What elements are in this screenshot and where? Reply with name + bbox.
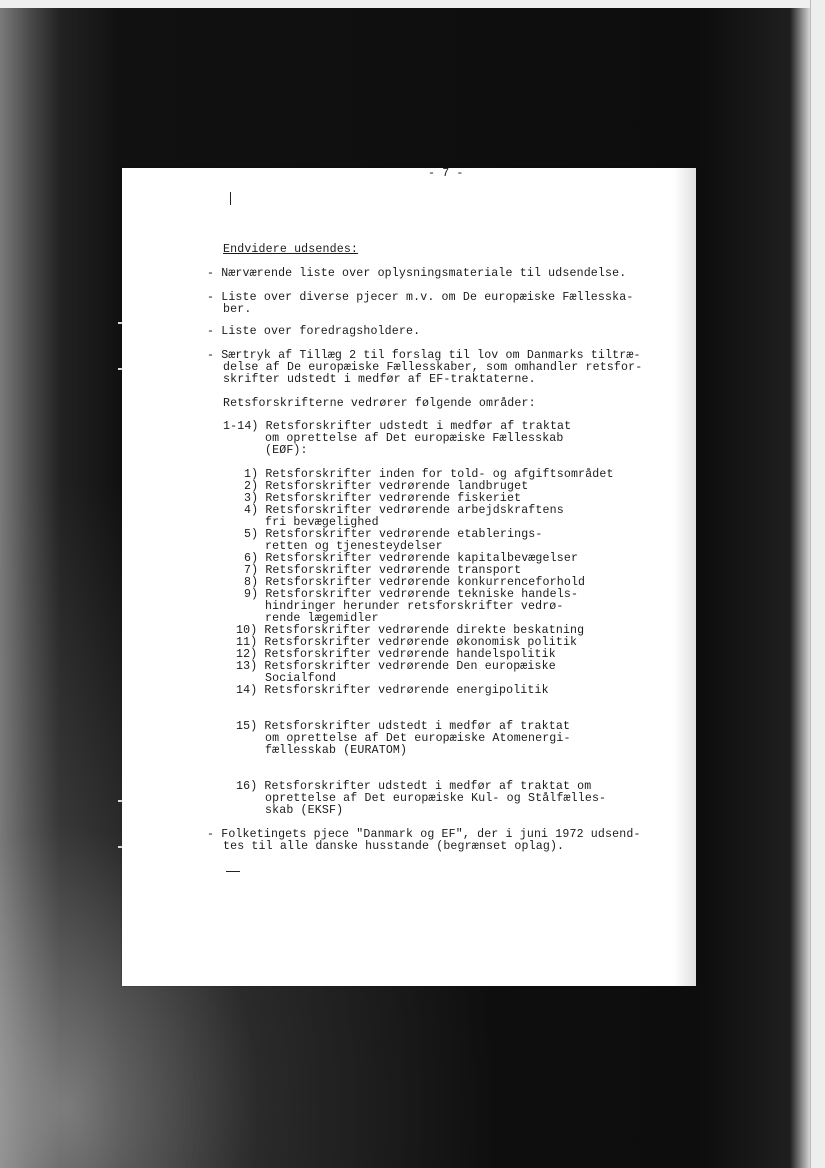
- list-item: 15) Retsforskrifter udstedt i medfør af traktat: [236, 720, 571, 733]
- list-item: 13) Retsforskrifter vedrørende Den europæiske: [236, 660, 556, 673]
- bullet-item: - Særtryk af Tillæg 2 til forslag til lov om Danmarks tiltræ-: [207, 349, 641, 362]
- bullet-item: - Liste over diverse pjecer m.v. om De europæiske Fællesska-: [207, 291, 634, 304]
- list-item: 14) Retsforskrifter vedrørende energipolitik: [236, 684, 549, 697]
- bullet-item-continuation: ber.: [223, 303, 252, 316]
- end-dash-mark: [226, 871, 240, 872]
- list-item: 9) Retsforskrifter vedrørende tekniske handels-: [244, 588, 579, 601]
- bullet-item: - Liste over foredragsholdere.: [207, 325, 421, 338]
- group-heading: 1-14) Retsforskrifter udstedt i medfør af traktat: [223, 420, 572, 433]
- section-heading: Endvidere udsendes:: [223, 243, 359, 256]
- page-number: - 7 -: [428, 167, 464, 180]
- bullet-item: - Nærværende liste over oplysningsmateriale til udsendelse.: [207, 267, 627, 280]
- list-item-continuation: om oprettelse af Det europæiske Atomenergi-: [265, 732, 571, 745]
- group-heading-continuation: (EØF):: [265, 444, 308, 457]
- list-item: 11) Retsforskrifter vedrørende økonomisk politik: [236, 636, 578, 649]
- group-heading-continuation: om oprettelse af Det europæiske Fællesskab: [265, 432, 564, 445]
- list-item-continuation: Socialfond: [265, 672, 337, 685]
- list-item: 8) Retsforskrifter vedrørende konkurrenceforhold: [244, 576, 586, 589]
- scan-right-edge: [810, 0, 825, 1168]
- scan-top-edge: [0, 0, 825, 8]
- bullet-item-continuation: delse af De europæiske Fællesskaber, som omhandler retsfor-: [223, 361, 643, 374]
- bullet-item: - Folketingets pjece "Danmark og EF", der i juni 1972 udsend-: [207, 828, 641, 841]
- document-page: [122, 168, 696, 986]
- bullet-item-continuation: skrifter udstedt i medfør af EF-traktaterne.: [223, 373, 536, 386]
- list-item-continuation: fri bevægelighed: [265, 516, 379, 529]
- list-item: 12) Retsforskrifter vedrørende handelspolitik: [236, 648, 556, 661]
- list-item: 6) Retsforskrifter vedrørende kapitalbevægelser: [244, 552, 579, 565]
- list-item: 4) Retsforskrifter vedrørende arbejdskraftens: [244, 504, 564, 517]
- list-item: 2) Retsforskrifter vedrørende landbruget: [244, 480, 529, 493]
- list-item: 16) Retsforskrifter udstedt i medfør af traktat om: [236, 780, 592, 793]
- page-shadow: [674, 168, 696, 986]
- list-item: 10) Retsforskrifter vedrørende direkte beskatning: [236, 624, 585, 637]
- list-item: 5) Retsforskrifter vedrørende etablerings-: [244, 528, 543, 541]
- bullet-item-continuation: tes til alle danske husstande (begrænset oplag).: [223, 840, 565, 853]
- list-item-continuation: retten og tjenesteydelser: [265, 540, 443, 553]
- list-item-continuation: hindringer herunder retsforskrifter vedrø-: [265, 600, 564, 613]
- list-item: 3) Retsforskrifter vedrørende fiskeriet: [244, 492, 522, 505]
- areas-intro: Retsforskrifterne vedrører følgende områder:: [223, 397, 536, 410]
- margin-line-mark: [230, 192, 231, 205]
- list-item-continuation: fællesskab (EURATOM): [265, 744, 408, 757]
- list-item-continuation: rende lægemidler: [265, 612, 379, 625]
- list-item-continuation: skab (EKSF): [265, 804, 344, 817]
- list-item-continuation: oprettelse af Det europæiske Kul- og Stålfælles-: [265, 792, 607, 805]
- list-item: 1) Retsforskrifter inden for told- og afgiftsområdet: [244, 468, 614, 481]
- list-item: 7) Retsforskrifter vedrørende transport: [244, 564, 522, 577]
